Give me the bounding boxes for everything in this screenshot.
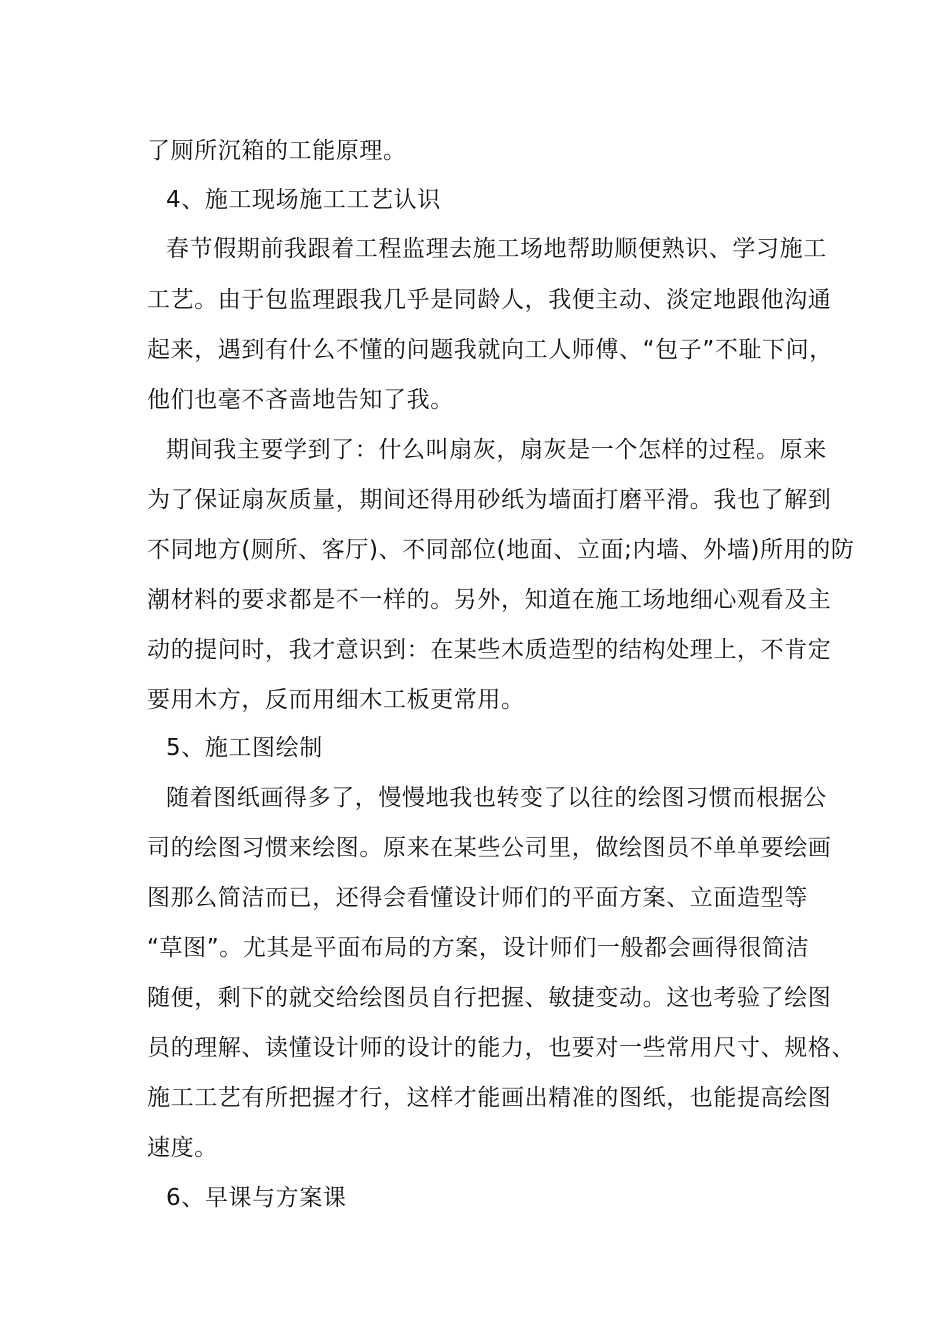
text-line: 施工工艺有所把握才行，这样才能画出精准的图纸，也能提高绘图 — [147, 1085, 832, 1111]
text-line: 动的提问时，我才意识到：在某些木质造型的结构处理上，不肯定 — [147, 637, 832, 663]
section-heading: 6、早课与方案课 — [166, 1185, 347, 1211]
text-line: 了厕所沉箱的工能原理。 — [147, 138, 407, 164]
section-heading: 4、施工现场施工工艺认识 — [166, 187, 441, 213]
text-line: 潮材料的要求都是不一样的。另外，知道在施工场地细心观看及主 — [147, 587, 832, 613]
text-line: 随便，剩下的就交给绘图员自行把握、敏捷变动。这也考验了绘图 — [147, 985, 832, 1011]
text-line: 速度。 — [147, 1135, 218, 1161]
text-line: 司的绘图习惯来绘图。原来在某些公司里，做绘图员不单单要绘画 — [147, 835, 832, 861]
text-line: 他们也毫不吝啬地告知了我。 — [147, 387, 454, 413]
text-line: 图那么简洁而已，还得会看懂设计师们的平面方案、立面造型等 — [147, 885, 808, 911]
section-heading: 5、施工图绘制 — [166, 735, 323, 761]
text-line: 为了保证扇灰质量，期间还得用砂纸为墙面打磨平滑。我也了解到 — [147, 487, 832, 513]
text-line: 工艺。由于包监理跟我几乎是同龄人，我便主动、淡定地跟他沟通 — [147, 287, 832, 313]
text-line: “草图”。尤其是平面布局的方案，设计师们一般都会画得很简洁 — [147, 935, 810, 961]
text-line: 起来，遇到有什么不懂的问题我就向工人师傅、“包子”不耻下问， — [147, 337, 833, 363]
text-line: 春节假期前我跟着工程监理去施工场地帮助顺便熟识、学习施工 — [166, 236, 827, 262]
text-line: 要用木方，反而用细木工板更常用。 — [147, 687, 525, 713]
text-line: 期间我主要学到了：什么叫扇灰，扇灰是一个怎样的过程。原来 — [166, 437, 827, 463]
text-line: 不同地方(厕所、客厅)、不同部位(地面、立面;内墙、外墙)所用的防 — [147, 537, 855, 563]
text-line: 随着图纸画得多了，慢慢地我也转变了以往的绘图习惯而根据公 — [166, 785, 827, 811]
text-line: 员的理解、读懂设计师的设计的能力，也要对一些常用尺寸、规格、 — [147, 1035, 855, 1061]
